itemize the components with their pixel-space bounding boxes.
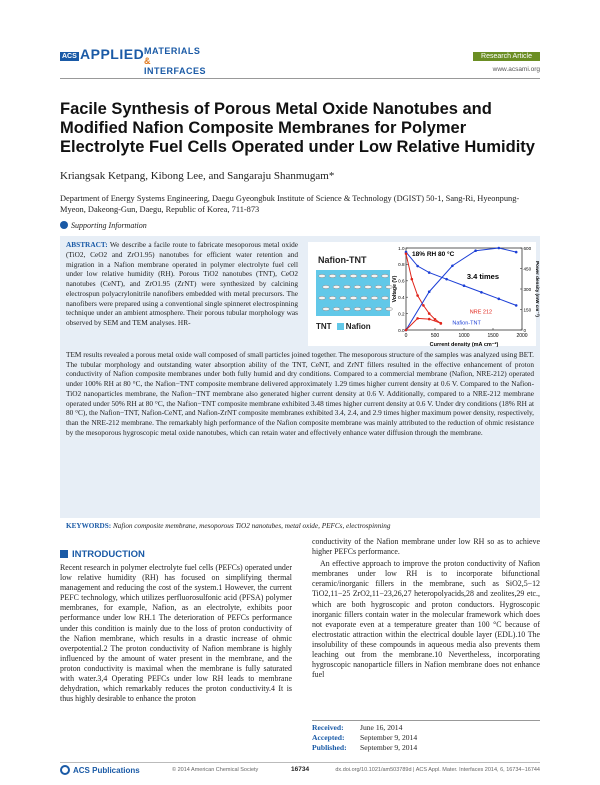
footer-rule — [60, 762, 540, 763]
x-axis-label: Current density (mA cm⁻²) — [429, 342, 499, 348]
toc-legend — [316, 322, 371, 331]
nanotube-mark — [319, 274, 326, 277]
y-right-tick-label: 300 — [523, 286, 532, 292]
data-point — [428, 271, 431, 274]
data-point — [498, 247, 501, 250]
data-point — [498, 298, 501, 301]
abstract-text-bottom: TEM results revealed a porous metal oxide wall composed of small particles joined together. The mesoporous structure of the samples was analyzed using BET. The tubular morphology and outstanding water absorption ability of the TNT, CeNT, and ZrNT fillers resulted in the effective enhancement of proton conductivity of Nafion composite membranes under both fully humid and dry conditions. Compared to a commercial membrane (Nafion, NRE-212) operated under 100% RH at 80 °C, the Nafion−TNT composite membrane delivered approximately 1.29 times higher current density at 0.6 V. Compared to the Nafion-TiO2 nanoparticles membrane, the Nafion−TNT membrane also generated higher current density at 0.6 V. Additionally, compared to a NRE-212 membrane operated under 50% RH at 80 °C, the Nafion−TNT composite membrane exhibited 3.48 times higher current density at 0.6 V. Under dry conditions (18% RH at 80 °C), the Nafion−TNT, Nafion-CeNT, and Nafion-ZrNT composite membranes exhibited 3.4, 2.4, and 2.9 times higher maximum power density, respectively, than the NRE-212 membrane. The remarkably high performance of the Nafion composite membrane was mainly attributed to the reduction of ohmic resistance by the mesoporous hygroscopic metal oxide nanotubes, which can retain water and effectively enhance water diffusion through the membrane. — [66, 350, 534, 437]
nanotube-mark — [375, 307, 382, 310]
nanotube-mark — [323, 285, 330, 288]
doi-citation[interactable]: dx.doi.org/10.1021/am503789d | ACS Appl. Mater. Interfaces 2014, 6, 16734−16744 — [335, 767, 540, 773]
nanotube-mark — [350, 274, 357, 277]
data-point — [428, 290, 431, 293]
supporting-information-link[interactable] — [60, 221, 147, 230]
chart-condition: 18% RH 80 °C — [412, 251, 455, 258]
nanotube-mark — [354, 307, 361, 310]
data-point — [405, 329, 408, 332]
nanotube-mark — [344, 285, 351, 288]
revised-date: September 9, 2014 — [360, 732, 418, 742]
intro-paragraph-r1: conductivity of the Nafion membrane under low RH so as to achieve higher PEFCs performance. — [312, 537, 540, 557]
journal-url[interactable]: www.acsami.org — [492, 66, 540, 73]
supporting-info-icon — [60, 221, 68, 229]
published-label: Published: — [312, 742, 347, 752]
series-label-nre212: NRE 212 — [469, 309, 493, 316]
publisher-name: ACS Publications — [73, 766, 140, 775]
y-right-axis-label: Power density (mW cm⁻²) — [535, 261, 540, 317]
nanotube-mark — [344, 307, 351, 310]
x-tick-label: 500 — [430, 333, 440, 339]
x-tick-label: 1000 — [458, 333, 470, 339]
membrane-illustration — [314, 268, 394, 320]
data-point — [411, 278, 414, 281]
nanotube-mark — [340, 296, 347, 299]
column-right — [312, 537, 540, 682]
data-point — [405, 252, 408, 255]
y-right-tick-label: 450 — [523, 266, 532, 272]
nanotube-mark — [382, 296, 389, 299]
page-number: 16734 — [291, 766, 310, 773]
journal-line2: INTERFACES — [144, 66, 207, 76]
series-label-nafion-tnt: Nafion-TNT — [452, 320, 481, 327]
nanotube-mark — [354, 285, 361, 288]
data-point — [451, 264, 454, 267]
copyright: © 2014 American Chemical Society — [172, 767, 259, 773]
introduction-heading — [60, 549, 145, 560]
series-line-nafion-tnt-power — [406, 248, 516, 330]
dates-rule — [312, 720, 540, 721]
abstract-label: ABSTRACT: — [66, 240, 108, 249]
nanotube-mark — [382, 274, 389, 277]
acs-logo-icon — [60, 765, 70, 775]
introduction-heading-text: INTRODUCTION — [72, 549, 145, 560]
nanotube-mark — [371, 274, 378, 277]
legend-nafion-swatch — [337, 323, 344, 330]
data-point — [416, 265, 419, 268]
nanotube-mark — [329, 296, 336, 299]
journal-logo[interactable] — [80, 46, 207, 76]
abstract-text-top — [66, 240, 298, 328]
data-point — [463, 284, 466, 287]
intro-paragraph-1: Recent research in polymer electrolyte fuel cells (PEFCs) operated under low relative humidity (RH) has focused on simplifying thermal management and reducing the cost of the system.1 However, the current PEFC technology, which utilizes perfluorosulfonic acid (PFSA) polymer membranes, for example, Nafion, as an electrolyte, exhibits poor performance under low RH.1 The deterioration of PEFCs performance under this condition is mainly due to the loss of proton conductivity of the Nafion membrane, which results in a drastic increase of ohmic overpotential.2 The proton conductivity of Nafion membrane is highly influenced by the amount of water present in the membrane, and the proton conductivity is maximal when the membrane is fully saturated with water.3,4 Operating PEFCs under low RH leads to membrane dehydration, which remarkably reduces the proton conductivity.4 It is thus highly desirable to enhance the proton — [60, 563, 292, 704]
data-point — [416, 294, 419, 297]
published-date: September 9, 2014 — [360, 742, 418, 752]
journal-line1: MATERIALS — [144, 46, 201, 56]
x-tick-label: 0 — [404, 333, 408, 339]
nanotube-mark — [350, 296, 357, 299]
nanotube-mark — [319, 296, 326, 299]
nanotube-mark — [361, 274, 368, 277]
received-label: Received: — [312, 723, 344, 732]
data-point — [428, 318, 431, 321]
journal-main: APPLIED — [80, 46, 145, 62]
y-right-tick-label: 150 — [523, 307, 532, 313]
article-type-badge: Research Article — [473, 52, 540, 61]
y-tick-label: 0.6 — [398, 278, 405, 284]
header-rule — [60, 78, 540, 79]
affiliation: Department of Energy Systems Engineering, Daegu Gyeongbuk Institute of Science & Technology (DGIST) 50-1, Sang-Ri, Hyeonpung-Myeon, Dakeong-Gun, Daegu, Republic of Korea, 711-873 — [60, 194, 520, 214]
journal-amp: & — [144, 56, 151, 66]
nanotube-mark — [333, 307, 340, 310]
data-point — [480, 291, 483, 294]
section-marker-icon — [60, 550, 68, 558]
y-tick-label: 0.2 — [398, 311, 405, 317]
nanotube-mark — [365, 285, 372, 288]
nanotube-mark — [333, 285, 340, 288]
received-date: June 16, 2014 — [360, 723, 403, 732]
nanotube-mark — [329, 274, 336, 277]
plot-frame — [406, 248, 522, 330]
abstract-left-text: We describe a facile route to fabricate mesoporous metal oxide (TiO2, CeO2 and ZrO1.95) nanotubes for efficient water retention and migration in a Nafion membrane operated in polymer electrolyte fuel cell under low relative humidity (RH). Porous TiO2 nanotubes (TNT), CeO2 nanotubes (CeNT), and ZrO1.95 (ZrNT) were synthesized by calcining electrospun polyacrylonitrile nanofibers embedded with metal precursors. The nanofibers were prepared using a conventional single spinneret electrospinning technique under an ambient atmosphere. Their porous tubular morphology was observed by SEM and TEM analyses. HR- — [66, 240, 298, 327]
keywords-label: KEYWORDS: — [66, 522, 112, 530]
series-line-nre212-voltage — [406, 254, 441, 324]
y-tick-label: 0.0 — [398, 327, 405, 333]
data-point — [428, 312, 431, 315]
publication-dates — [312, 723, 417, 752]
supporting-info-label: Supporting Information — [71, 221, 147, 230]
nanotube-mark — [371, 296, 378, 299]
data-point — [445, 278, 448, 281]
toc-nafion-tnt-label: Nafion-TNT — [318, 255, 367, 265]
acs-tag: ACS — [62, 53, 77, 60]
data-point — [422, 304, 425, 307]
x-tick-label: 1500 — [487, 333, 499, 339]
y-axis-label: Voltage (V) — [392, 275, 398, 303]
nanotube-mark — [375, 285, 382, 288]
column-left — [60, 563, 292, 706]
data-point — [515, 304, 518, 307]
y-tick-label: 0.8 — [398, 262, 405, 268]
y-tick-label: 0.4 — [398, 295, 405, 300]
data-point — [474, 249, 477, 252]
keywords — [66, 522, 536, 530]
acs-publications-logo[interactable] — [60, 765, 140, 775]
nanotube-mark — [361, 296, 368, 299]
legend-nafion-label: Nafion — [345, 322, 371, 331]
keywords-value: Nafion composite membrane, mesoporous TiO2 nanotubes, metal oxide, PEFCs, electrospinning — [112, 522, 391, 530]
data-point — [440, 322, 443, 325]
x-tick-label: 2000 — [516, 333, 528, 339]
y-right-tick-label: 600 — [523, 245, 532, 251]
nanotube-mark — [323, 307, 330, 310]
legend-tnt-label: TNT — [316, 322, 332, 331]
nanotube-mark — [365, 307, 372, 310]
chart-times-annotation: 3.4 times — [466, 272, 500, 282]
paper-title: Facile Synthesis of Porous Metal Oxide Nanotubes and Modified Nafion Composite Membranes for Polymer Electrolyte Fuel Cells Operated under Low Relative Humidity — [60, 100, 535, 156]
nanotube-mark — [340, 274, 347, 277]
authors[interactable]: Kriangsak Ketpang, Kibong Lee, and Sangaraju Shanmugam* — [60, 170, 335, 182]
polarization-chart — [392, 240, 538, 348]
y-tick-label: 1.0 — [398, 245, 405, 251]
intro-paragraph-r2: An effective approach to improve the proton conductivity of Nafion membranes under low RH is to incorporate bifunctional ceramic/inorganic fillers in the membrane, such as SiO2,5−12 TiO2,11−25 ZrO2,11−23,26,27 heteropolyacids,28 and zeolites,29 etc., which are both hygroscopic and proton conductors. Hygroscopic inorganic fillers contain water in the molecular framework which does not evaporate even at a temperature greater than 100 °C because of electrostatic attraction within the electrical double layer (EDL).10 The insolubility of these compounds in aqueous media also prevents them leaching out from the membrane.10 Nevertheless, incorporating hygroscopic nanoparticle fillers in Nafion membrane does not enhance fuel — [312, 559, 540, 680]
y-right-tick-label: 0 — [523, 327, 527, 333]
revised-label: Accepted: — [312, 732, 345, 742]
data-point — [416, 317, 419, 320]
data-point — [515, 251, 518, 254]
data-point — [434, 318, 437, 321]
